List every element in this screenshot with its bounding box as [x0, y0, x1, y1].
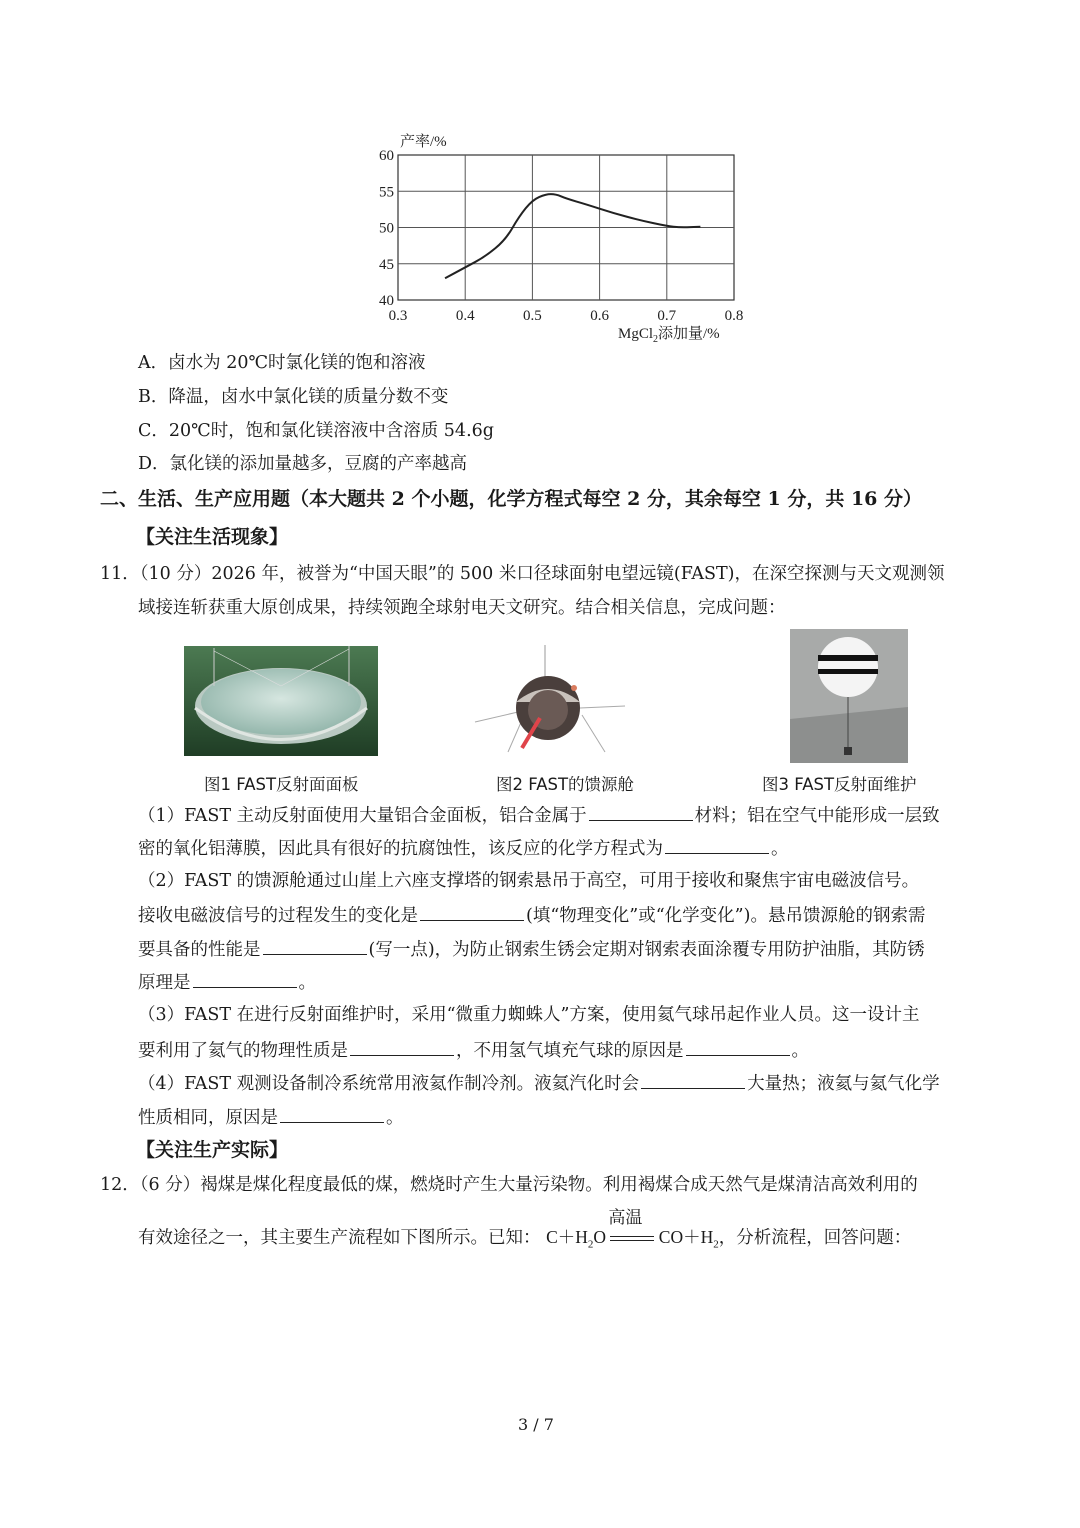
x-tick-label: 0.8 — [724, 308, 744, 324]
section-title: 二、生活、生产应用题（本大题共 2 个小题，化学方程式每空 2 分，其余每空 1 分，共 16 分） — [100, 488, 923, 510]
q11-part3-line1: （3）FAST 在进行反射面维护时，采用“微重力蜘蛛人”方案，使用氦气球吊起作业人员。这一设计主 — [138, 1005, 920, 1025]
production-header: 【关注生产实际】 — [136, 1139, 289, 1161]
option-d: D．氯化镁的添加量越多，豆腐的产率越高 — [138, 454, 468, 474]
blank-cable-property[interactable] — [263, 936, 367, 955]
q11-part2-line3: 要具备的性能是 (写一点)，为防止钢索生锈会定期对钢索表面涂覆专用防护油脂，其防锈 — [138, 936, 925, 962]
blank-hydrogen-reason[interactable] — [686, 1037, 790, 1056]
life-header: 【关注生活现象】 — [136, 526, 289, 548]
reaction-condition: 高温 — [608, 1207, 643, 1228]
q11-part2-line2: 接收电磁波信号的过程发生的变化是 (填“物理变化”或“化学变化”)。悬吊馈源舱的钢索需 — [138, 902, 925, 928]
yield-chart — [360, 128, 760, 348]
blank-change-type[interactable] — [420, 902, 524, 921]
x-tick-label: 0.4 — [455, 308, 475, 324]
q11-part2-line4: 原理是 。 — [138, 969, 316, 995]
blank-heat[interactable] — [641, 1070, 745, 1089]
q11-intro-2: 域接连斩获重大原创成果，持续领跑全球射电天文研究。结合相关信息，完成问题： — [138, 598, 786, 618]
y-tick-label: 40 — [379, 293, 394, 309]
blank-alloy-type[interactable] — [589, 802, 693, 821]
fig2-caption: 图2 FAST的馈源舱 — [496, 775, 635, 794]
q12-line2: 有效途径之一，其主要生产流程如下图所示。已知： $C+H_2O$ 高温 $CO+H_2$，分析流程，回答问题： — [138, 1225, 911, 1257]
x-tick-label: 0.6 — [590, 308, 609, 324]
page-number: 3 / 7 — [518, 1415, 554, 1434]
x-tick-label: 0.3 — [388, 308, 408, 324]
y-tick-label: 45 — [379, 256, 394, 273]
blank-rust-principle[interactable] — [193, 969, 297, 988]
q11-part4-line1: （4）FAST 观测设备制冷系统常用液氦作制冷剂。液氦汽化时会 大量热；液氦与氦气化学 — [138, 1070, 940, 1096]
y-axis-label: 产率/% — [400, 134, 447, 150]
x-tick-label: 0.5 — [523, 308, 542, 324]
q11-part3-line2: 要利用了氦气的物理性质是 ，不用氢气填充气球的原因是 。 — [138, 1037, 809, 1063]
y-tick-label: 60 — [379, 148, 394, 164]
reaction-arrow — [608, 1207, 654, 1244]
q11-part4-line2: 性质相同，原因是 。 — [138, 1104, 404, 1130]
x-tick-label: 0.7 — [657, 308, 677, 324]
yield-curve — [445, 194, 700, 278]
option-a: A．卤水为 20℃时氯化镁的饱和溶液 — [138, 353, 426, 373]
q11-part2-line1: （2）FAST 的馈源舱通过山崖上六座支撑塔的钢索悬吊于高空，可用于接收和聚焦宇宙电磁波信号。 — [138, 871, 920, 891]
blank-same-property-reason[interactable] — [280, 1104, 384, 1123]
blank-al-equation[interactable] — [665, 835, 769, 854]
x-axis-label: MgCl$_2$添加量/% — [618, 326, 720, 345]
q11-part1-line1: （1）FAST 主动反射面使用大量铝合金面板，铝合金属于 材料；铝在空气中能形成一层致 — [138, 802, 940, 828]
y-tick-label: 50 — [379, 220, 394, 237]
y-tick-label: 55 — [379, 184, 394, 201]
fig2-feed-cabin-photo — [470, 640, 630, 755]
fig1-caption: 图1 FAST反射面面板 — [204, 775, 359, 794]
reaction-equation: $C+H_2O$ 高温 $CO+H_2$ — [546, 1207, 719, 1251]
option-c: C．20℃时，饱和氯化镁溶液中含溶质 54.6g — [138, 421, 494, 441]
fig3-caption: 图3 FAST反射面维护 — [762, 775, 917, 794]
q11-intro-1: 11．（10 分）2026 年，被誉为“中国天眼”的 500 米口径球面射电望远镜(FAST)，在深空探测与天文观测领 — [100, 564, 945, 584]
fig1-fast-dish-photo — [184, 646, 378, 756]
option-b: B．降温，卤水中氯化镁的质量分数不变 — [138, 387, 449, 407]
blank-helium-property[interactable] — [350, 1037, 454, 1056]
q12-line1: 12．（6 分）褐煤是煤化程度最低的煤，燃烧时产生大量污染物。利用褐煤合成天然气是煤清洁高效利用的 — [100, 1175, 918, 1195]
q11-part1-line2: 密的氧化铝薄膜，因此具有很好的抗腐蚀性，该反应的化学方程式为 。 — [138, 835, 789, 861]
fig3-helium-balloon-photo — [790, 629, 908, 763]
